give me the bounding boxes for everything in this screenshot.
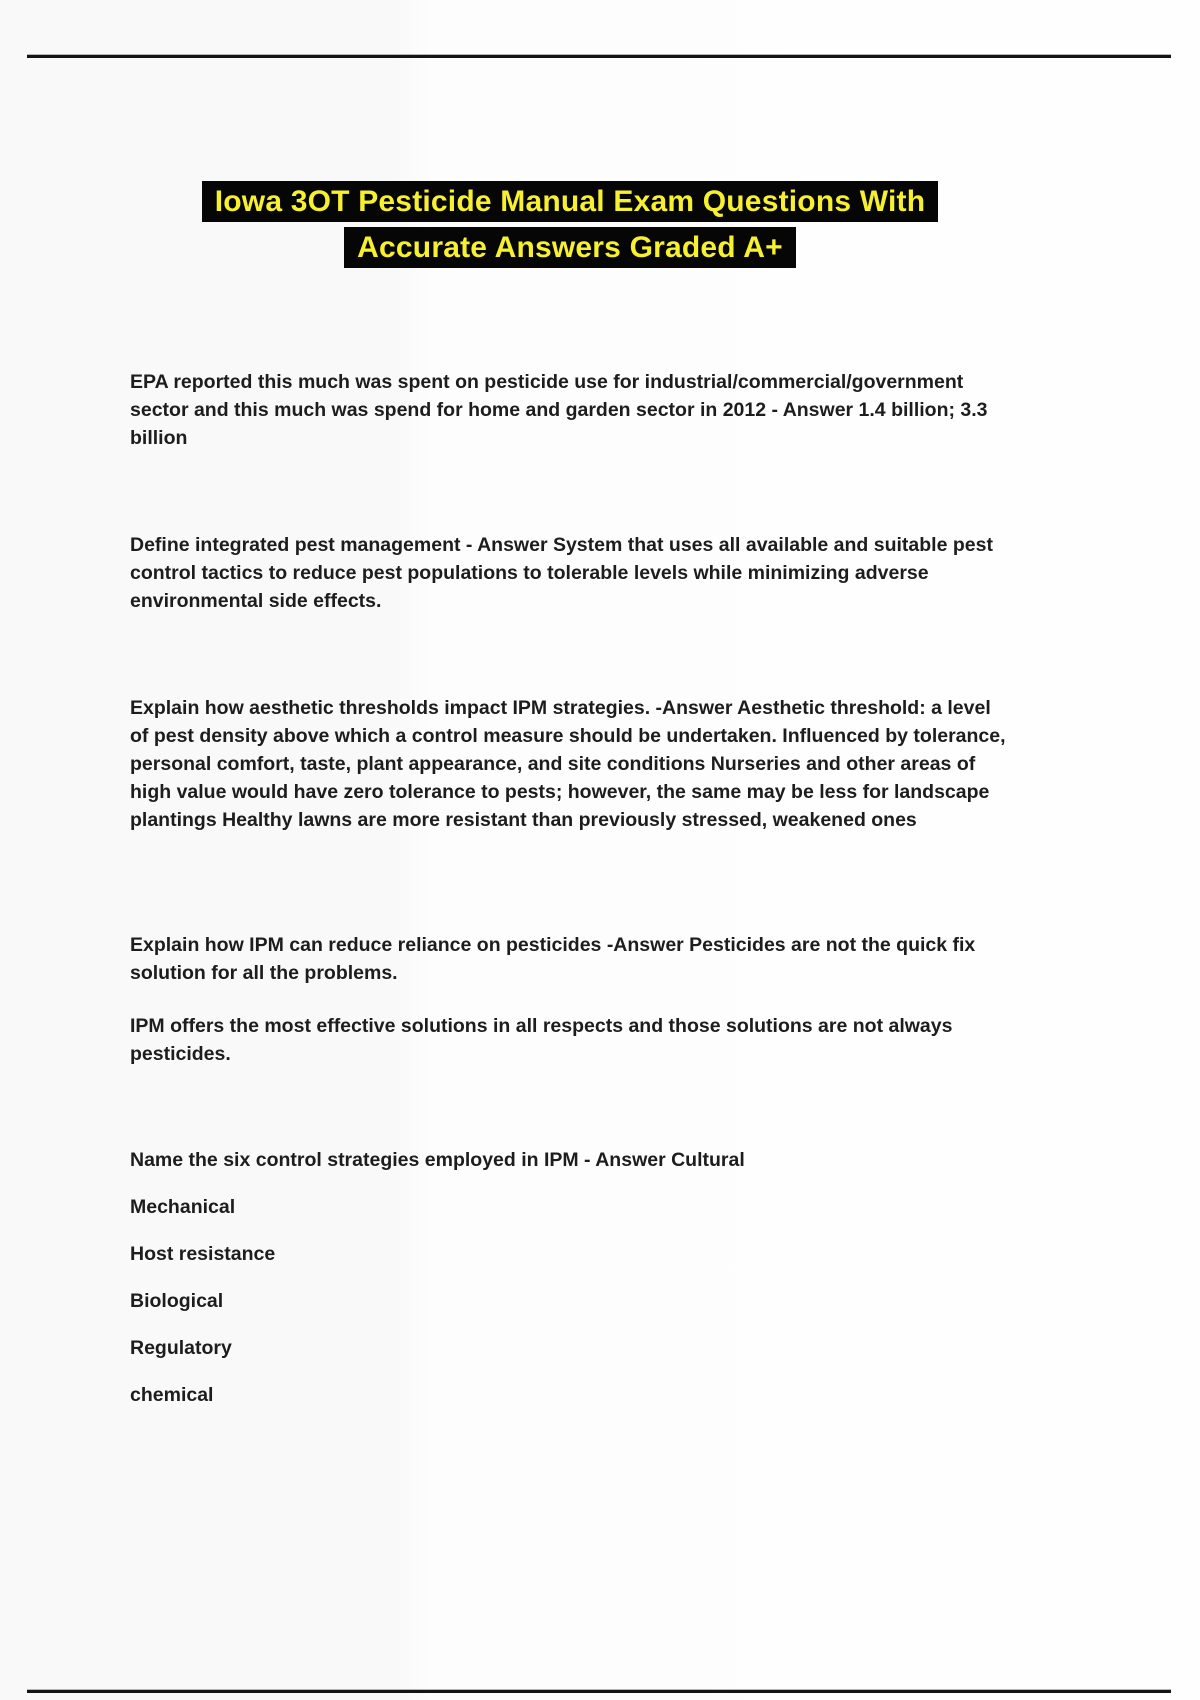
list-item-regulatory: Regulatory [130,1337,232,1359]
title-row-2 [130,227,1010,268]
list-item-mechanical: Mechanical [130,1196,236,1218]
qa-paragraph-aesthetic-thresholds: Explain how aesthetic thresholds impact IPM strategies. -Answer Aesthetic threshold: a level of pest density above which a control measure should be undertaken. Influenced by tolerance, personal comfort, taste, plant appearance, and site conditions Nurseries and other areas of high value would have zero tolerance to pests; however, the same may be less for landscape plantings Healthy lawns are more resistant than previously stressed, weakened ones [130,697,1006,831]
list-item-host-resistance: Host resistance [130,1243,276,1265]
qa-paragraph-six-strategies: Name the six control strategies employed in IPM - Answer Cultural [130,1149,745,1171]
qa-paragraph-reduce-reliance: Explain how IPM can reduce reliance on pesticides -Answer Pesticides are not the quick fix solution for all the problems. [130,934,976,984]
list-item-biological: Biological [130,1290,224,1312]
qa-paragraph-define-ipm: Define integrated pest management - Answer System that uses all available and suitable pest control tactics to reduce pest populations to tolerable levels while minimizing adverse environmental side effects. [130,534,993,612]
top-border-rule [27,55,1171,58]
list-item-chemical: chemical [130,1384,214,1406]
title-highlight-line-1: Iowa 3OT Pesticide Manual Exam Questions With [202,181,939,222]
title-row-1 [130,181,1010,222]
qa-paragraph-ipm-solutions: IPM offers the most effective solutions in all respects and those solutions are not always pesticides. [130,1015,953,1065]
bottom-border-rule [27,1690,1171,1693]
title-highlight-line-2: Accurate Answers Graded A+ [344,227,796,268]
document-title [130,181,1010,268]
qa-paragraph-epa-spending: EPA reported this much was spent on pesticide use for industrial/commercial/government sector and this much was spend for home and garden sector in 2012 - Answer 1.4 billion; 3.3 billion [130,371,988,449]
